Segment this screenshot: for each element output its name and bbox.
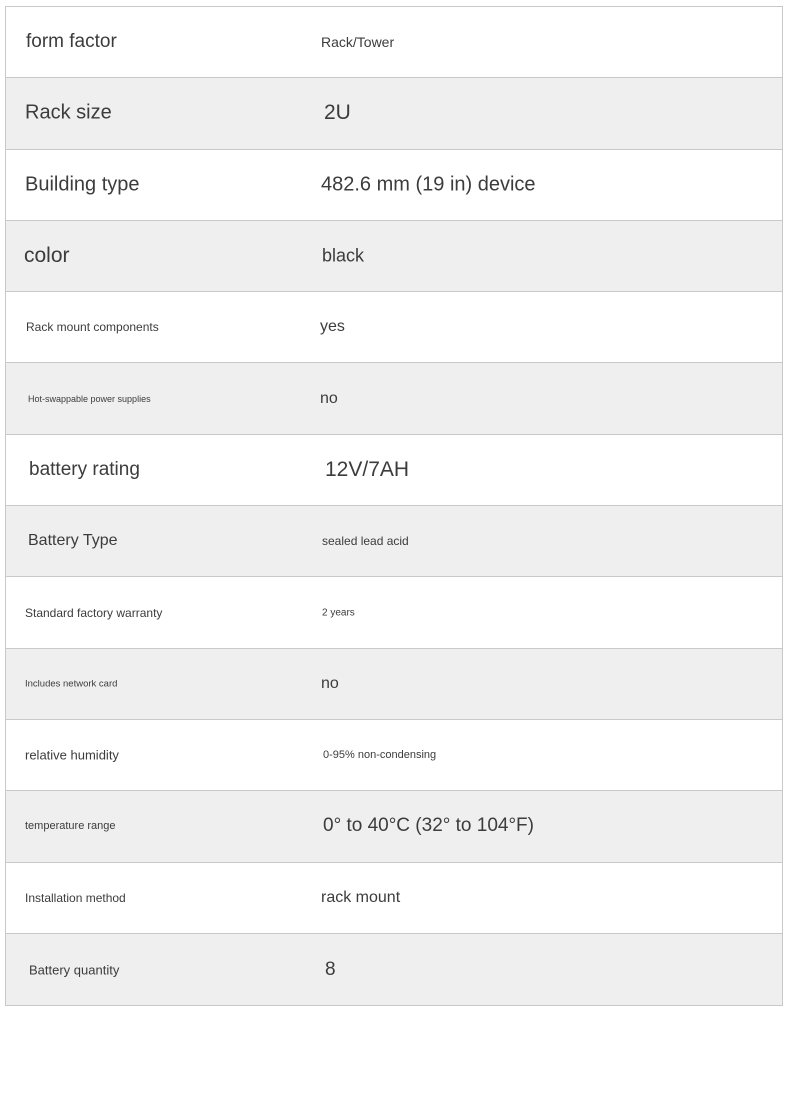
spec-row-installation-method	[6, 863, 782, 934]
spec-label: temperature range	[25, 820, 116, 833]
spec-row-warranty	[6, 577, 782, 648]
spec-row-battery-rating	[6, 435, 782, 506]
spec-value: 482.6 mm (19 in) device	[321, 173, 536, 196]
spec-label: color	[24, 244, 70, 268]
spec-label: battery rating	[29, 458, 140, 480]
spec-label: Standard factory warranty	[25, 605, 163, 620]
spec-value: black	[322, 245, 365, 266]
spec-row-hot-swappable	[6, 363, 782, 434]
spec-value: 2U	[324, 101, 351, 125]
spec-value: 2 years	[322, 607, 355, 619]
spec-row-relative-humidity	[6, 720, 782, 791]
spec-label: Battery quantity	[29, 962, 120, 977]
spec-value: no	[321, 674, 339, 692]
spec-label: Rack mount components	[26, 320, 159, 335]
spec-label: Installation method	[25, 890, 126, 905]
spec-row-building-type	[6, 150, 782, 221]
spec-row-rack-size	[6, 78, 782, 149]
spec-label: form factor	[26, 31, 117, 53]
spec-value: Rack/Tower	[321, 34, 395, 51]
spec-row-battery-quantity	[6, 934, 782, 1005]
spec-label: Hot-swappable power supplies	[28, 393, 151, 404]
spec-value: rack mount	[321, 888, 401, 906]
spec-value: yes	[320, 318, 345, 336]
spec-row-temperature-range	[6, 791, 782, 862]
spec-row-network-card	[6, 649, 782, 720]
spec-row-rack-mount-components	[6, 292, 782, 363]
spec-label: relative humidity	[25, 747, 119, 763]
spec-row-battery-type	[6, 506, 782, 577]
spec-label: Rack size	[25, 101, 112, 124]
spec-value: 8	[325, 958, 336, 980]
spec-row-form-factor	[6, 7, 782, 78]
spec-value: 12V/7AH	[325, 457, 410, 481]
spec-row-color	[6, 221, 782, 292]
spec-label: Battery Type	[28, 532, 118, 550]
spec-value: 0-95% non-condensing	[323, 749, 437, 762]
spec-value: 0° to 40°C (32° to 104°F)	[323, 815, 534, 837]
spec-table	[5, 6, 783, 1006]
spec-value: no	[320, 389, 338, 407]
spec-label: Includes network card	[25, 678, 118, 690]
spec-label: Building type	[25, 173, 140, 196]
spec-value: sealed lead acid	[322, 534, 409, 549]
